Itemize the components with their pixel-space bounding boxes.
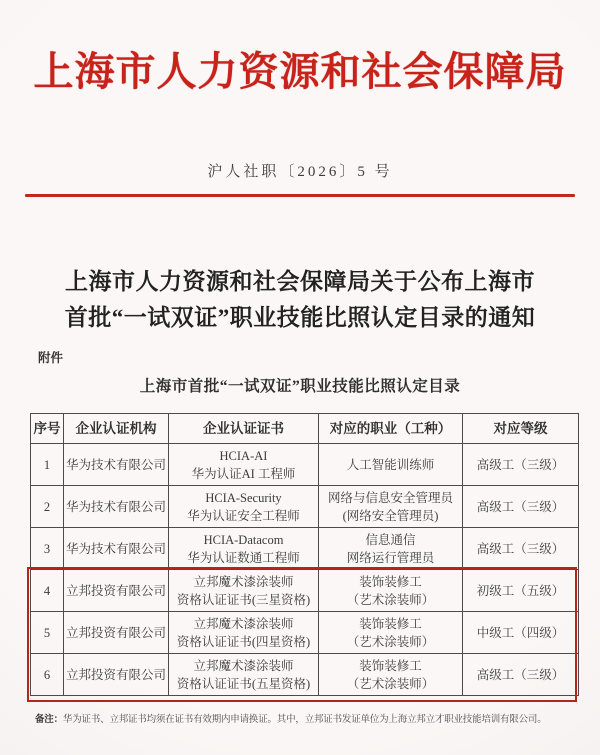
job-cell xyxy=(319,612,463,654)
job-line1: 信息通信 xyxy=(365,532,416,547)
job-cell xyxy=(319,570,463,612)
cert-line1: HCIA-Datacom xyxy=(203,532,284,547)
table-row xyxy=(31,444,579,486)
cert-cell xyxy=(169,654,319,696)
org-cell: 立邦投资有限公司 xyxy=(64,654,169,696)
cert-cell xyxy=(169,612,319,654)
level-cell: 初级工（五级） xyxy=(463,570,579,612)
org-cell: 立邦投资有限公司 xyxy=(64,570,169,612)
cert-line2: 华为认证数通工程师 xyxy=(187,550,300,565)
cert-line1: HCIA-Security xyxy=(205,490,282,505)
footnote-text: 华为证书、立邦证书均须在证书有效期内申请换证。其中，立邦证书发证单位为上海立邦立才职业技能培训有限公司。 xyxy=(62,715,547,725)
level-cell: 高级工（三级） xyxy=(463,528,579,570)
footnote-label: 备注： xyxy=(35,715,63,725)
serial-cell: 5 xyxy=(31,612,64,654)
table-row xyxy=(31,528,579,570)
cert-line1: HCIA-AI xyxy=(219,448,268,463)
serial-cell: 4 xyxy=(31,570,64,612)
red-divider-rule xyxy=(25,194,575,197)
table-row xyxy=(31,612,579,654)
notice-title-line1: 上海市人力资源和社会保障局关于公布上海市 xyxy=(65,269,535,294)
level-cell: 高级工（三级） xyxy=(463,486,579,528)
table-header-row xyxy=(31,414,579,444)
org-cell: 华为技术有限公司 xyxy=(64,486,169,528)
serial-cell: 6 xyxy=(31,654,64,696)
job-line1: 装饰装修工 xyxy=(359,574,422,589)
table-title: 上海市首批“一试双证”职业技能比照认定目录 xyxy=(139,378,461,395)
catalog-table xyxy=(30,413,579,696)
header-serial: 序号 xyxy=(31,414,64,444)
serial-cell: 3 xyxy=(31,528,64,570)
table-row xyxy=(31,486,579,528)
job-line1: 人工智能训练师 xyxy=(346,457,435,472)
cert-line1: 立邦魔术漆涂装师 xyxy=(193,574,294,589)
cert-line2: 华为认证安全工程师 xyxy=(187,508,300,523)
footnote xyxy=(35,711,590,725)
notice-title-line2: 首批“一试双证”职业技能比照认定目录的通知 xyxy=(64,305,536,330)
job-line2: （艺术涂装师） xyxy=(346,634,435,649)
table-row xyxy=(31,570,579,612)
job-cell xyxy=(319,444,463,486)
job-line1: 装饰装修工 xyxy=(359,658,422,673)
cert-line2: 资格认证证书(三星资格) xyxy=(176,592,311,607)
doc-number: 沪人社职〔2026〕5 号 xyxy=(207,164,393,180)
cert-cell xyxy=(169,444,319,486)
job-line2: 网络运行管理员 xyxy=(346,550,435,565)
job-cell xyxy=(319,486,463,528)
level-cell: 高级工（三级） xyxy=(463,654,579,696)
cert-line1: 立邦魔术漆涂装师 xyxy=(193,658,294,673)
header-level: 对应等级 xyxy=(463,414,579,444)
cert-line2: 华为认证AI 工程师 xyxy=(191,466,296,481)
attachment-label: 附件 xyxy=(38,351,64,365)
cert-line2: 资格认证证书(四星资格) xyxy=(176,634,311,649)
job-line1: 网络与信息安全管理员 xyxy=(327,490,453,505)
notice-title xyxy=(10,264,590,336)
job-line2: （艺术涂装师） xyxy=(346,592,435,607)
job-cell xyxy=(319,654,463,696)
cert-cell xyxy=(169,528,319,570)
org-cell: 立邦投资有限公司 xyxy=(64,612,169,654)
cert-line2: 资格认证证书(五星资格) xyxy=(176,676,311,691)
job-line1: 装饰装修工 xyxy=(359,616,422,631)
job-cell xyxy=(319,528,463,570)
serial-cell: 1 xyxy=(31,444,64,486)
org-cell: 华为技术有限公司 xyxy=(64,444,169,486)
cert-cell xyxy=(169,570,319,612)
level-cell: 中级工（四级） xyxy=(463,612,579,654)
header-cert: 企业认证证书 xyxy=(169,414,319,444)
job-line2: （艺术涂装师） xyxy=(346,676,435,691)
org-title: 上海市人力资源和社会保障局 xyxy=(33,49,567,94)
header-job: 对应的职业（工种） xyxy=(319,414,463,444)
table-row xyxy=(31,654,579,696)
cert-cell xyxy=(169,486,319,528)
job-line2: (网络安全管理员) xyxy=(342,508,439,523)
header-org: 企业认证机构 xyxy=(64,414,169,444)
level-cell: 高级工（三级） xyxy=(463,444,579,486)
cert-line1: 立邦魔术漆涂装师 xyxy=(193,616,294,631)
serial-cell: 2 xyxy=(31,486,64,528)
org-cell: 华为技术有限公司 xyxy=(64,528,169,570)
